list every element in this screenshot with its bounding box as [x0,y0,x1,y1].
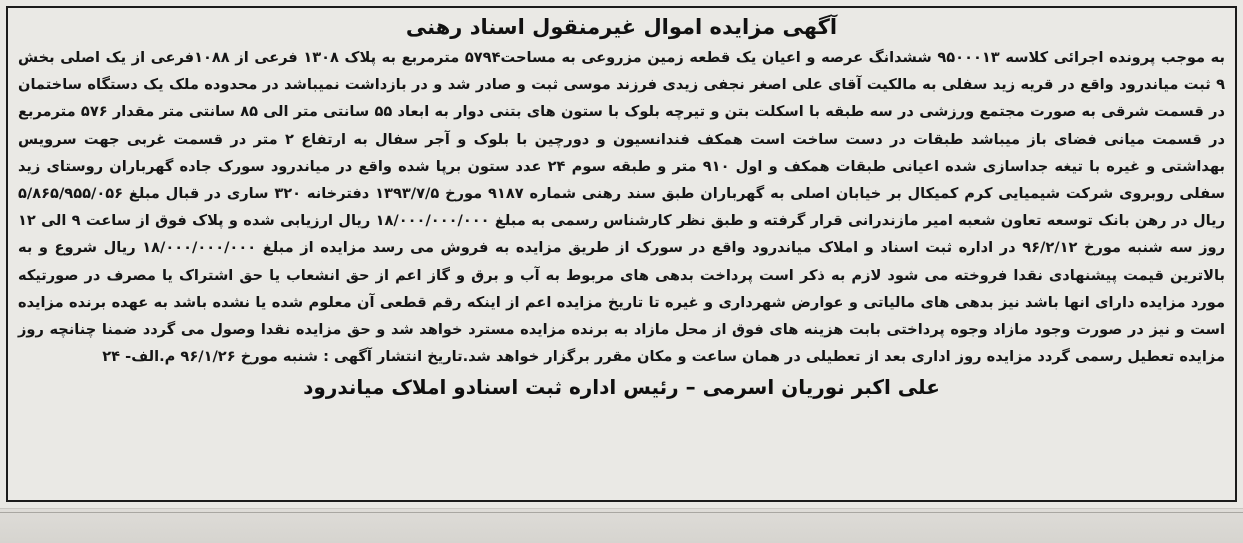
notice-body: به موجب پرونده اجرائی کلاسه ۹۵۰۰۰۱۳ ششدانگ عرصه و اعیان یک قطعه زمین مزروعی به مساحت۵۷۹۴ مترمربع به پلاک ۱۳۰۸ فرعی از ۱۰۸۸فرعی از یک اصلی بخش ۹ ثبت میاندرود واقع در قریه زید سفلی به مالکیت آقای علی اصغر نجفی زیدی فرزند موسی ثبت و صادر شد و در بازداشت نمیباشد در محدوده ملک یک دستگاه ساختمان در قسمت شرقی به صورت مجتمع ورزشی در سه طبقه با اسکلت بتن و تیرچه بلوک با ستون های بتنی دوار به ابعاد ۵۵ سانتی متر الی ۸۵ سانتی متر مقدار ۵۷۶ مترمربع در قسمت میانی فضای باز میباشد طبقات در دست ساخت است همکف فندانسیون و دورچین با بلوک و آجر سفال به ارتفاع ۲ متر در قسمت غربی جهت سرویس بهداشتی و غیره با تیغه جداسازی شده اعیانی طبقات همکف و اول ۹۱۰ متر و طبقه سوم ۲۴ عدد ستون برپا شده واقع در میاندرود سورک جاده گهرباران روستای زید سفلی روبروی شرکت شیمیایی کرم کمیکال بر خیابان اصلی به گهرباران طبق سند رهنی شماره ۹۱۸۷ مورخ ۱۳۹۳/۷/۵ دفترخانه ۳۲۰ ساری در قبال مبلغ ۵/۸۶۵/۹۵۵/۰۵۶ ریال در رهن بانک توسعه تعاون شعبه امیر مازندرانی قرار گرفته و طبق نظر کارشناس رسمی به مبلغ ۱۸/۰۰۰/۰۰۰/۰۰۰ ریال ارزیابی شده و پلاک فوق از ساعت ۹ الی ۱۲ روز سه شنبه مورخ ۹۶/۲/۱۲ در اداره ثبت اسناد و املاک میاندرود واقع در سورک از طریق مزایده به فروش می رسد مزایده از مبلغ ۱۸/۰۰۰/۰۰۰/۰۰۰ ریال شروع و به بالاترین قیمت پیشنهادی نقدا فروخته می شود لازم به ذکر است پرداخت بدهی های مربوط به آب و برق و گاز اعم از حق انشعاب یا حق اشتراک یا مصرف در صورتیکه مورد مزایده دارای انها باشد نیز بدهی های مالیاتی و عوارض شهرداری و غیره تا تاریخ مزایده اعم از اینکه رقم قطعی آن معلوم شده یا نشده باشد به عهده برنده مزایده است و نیز در صورت وجود مازاد وجوه پرداختی بابت هزینه های فوق از محل مازاد به برنده مزایده مسترد خواهد شد و حق مزایده نقدا وصول می گردد ضمنا چنانچه روز مزایده تعطیل رسمی گردد مزایده روز اداری بعد از تعطیلی در همان ساعت و مکان مقرر برگزار خواهد شد.تاریخ انتشار آگهی : شنبه مورخ ۹۶/۱/۲۶ م.الف- ۲۴ [18,49,1226,366]
page-bottom-margin [0,508,1243,543]
notice-title: آگهی مزایده اموال غیرمنقول اسناد رهنی [405,15,838,39]
bottom-divider [0,512,1243,513]
notice-frame [6,6,1237,502]
notice-signature: علی اکبر نوریان اسرمی – رئیس اداره ثبت اسنادو املاک میاندرود [303,375,940,400]
